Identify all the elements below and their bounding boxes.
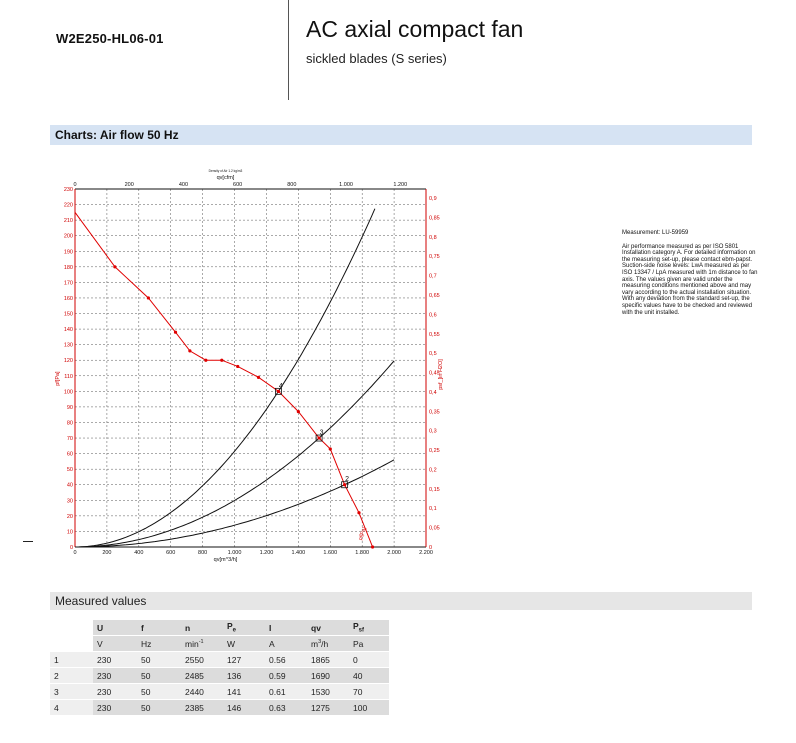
table-units-row [50,636,389,652]
y2-tick-label: 0,7 [429,273,437,280]
x-tick-label: 1.800 [355,550,370,556]
x-tick-label: 400 [134,550,144,556]
x-tick-label: 600 [166,550,176,556]
fan-curve-marker [236,365,239,368]
column-header: f [137,620,181,636]
operating-point-label: 4 [278,382,283,390]
y-tick-label: 110 [64,373,73,380]
fan-curve-marker [188,349,191,352]
table-row [50,684,389,700]
measured-values-table [50,620,389,716]
top-x-tick-label: 600 [233,182,243,188]
table-cell: 1275 [307,700,349,716]
table-cell: 50 [137,668,181,684]
header-divider [288,0,289,100]
y-axis-label: pf[Pa] [55,371,61,386]
fan-curve-marker [257,376,260,379]
y-tick-label: 120 [63,358,73,365]
measurement-notes [622,230,758,323]
y-tick-label: 80 [66,420,73,427]
y-tick-label: 140 [63,327,73,334]
y-tick-label: 180 [63,264,73,271]
y-tick-label: 100 [63,389,73,396]
column-header: I [265,620,307,636]
y2-tick-label: 0,45 [429,370,440,377]
fan-curve-marker [220,359,223,362]
table-cell: 50 [137,684,181,700]
top-x-tick-label: 0 [73,182,77,188]
x-axis-label: qv[m^3/h] [213,557,238,563]
y-tick-label: 20 [66,513,73,520]
y-tick-label: 130 [63,342,73,349]
table-cell: 141 [223,684,265,700]
operating-point-label: 2 [345,476,350,484]
table-cell: 230 [93,668,137,684]
top-x-axis-label: qv[cfm] [216,175,235,181]
table-cell: 230 [93,700,137,716]
fan-curve-marker [343,483,346,486]
y2-tick-label: 0,9 [429,196,437,203]
fan-curve-marker [174,331,177,334]
y-tick-label: 90 [66,404,73,411]
column-header: U [93,620,137,636]
fan-curve-marker [204,359,207,362]
table-row [50,700,389,716]
table-cell: 100 [349,700,389,716]
unit-cell: W [223,636,265,652]
y-tick-label: 220 [63,202,73,209]
table-cell: 2 [50,668,93,684]
x-tick-label: 2.200 [419,550,433,556]
system-curve [75,209,375,547]
table-cell: 230 [93,684,137,700]
table-cell: 2485 [181,668,223,684]
y2-tick-label: 0,6 [429,312,437,319]
top-x-tick-label: 800 [287,182,297,188]
table-cell: 0.56 [265,652,307,668]
table-cell: 50 [137,652,181,668]
table-cell: 0 [349,652,389,668]
unit-cell: Pa [349,636,389,652]
y-tick-label: 230 [63,187,73,193]
y-tick-label: 70 [66,436,73,443]
fan-curve-label: pf[Pa] [357,526,368,542]
y-tick-label: 30 [66,498,73,505]
fan-curve-marker [277,390,280,393]
table-header-row [50,620,389,636]
air-flow-chart [28,158,448,568]
measurement-id: Measurement: LU-59959 [622,230,689,236]
column-header: $P_{sf}$ [349,620,389,636]
y-tick-label: 50 [66,467,73,474]
y2-tick-label: 0,05 [429,525,440,532]
y2-tick-label: 0,55 [429,331,440,338]
y-tick-label: 0 [69,545,73,551]
fan-curve-marker [297,410,300,413]
x-tick-label: 2.000 [387,550,401,556]
measurement-description: Air performance measured as per ISO 5801 Installation category A. For detailed information on the measuring set-up, please contact ebm-papst. Suction-side noise levels: LwA measured as per ISO 13347 / LpA measured with 1m distance to fan axis. The values given are valid under the measuring conditions mentioned above and may vary according to the actual installation situation. With any deviation from the standard set-up, the specific values have to be checked and reviewed with the unit installed. [622,243,758,316]
y2-tick-label: 0,85 [429,215,440,222]
model-number: W2E250-HL06-01 [56,31,164,46]
table-row [50,668,389,684]
y-tick-label: 40 [66,482,73,489]
x-tick-label: 1.600 [323,550,338,556]
table-cell: 1530 [307,684,349,700]
column-header: n [181,620,223,636]
top-x-tick-label: 400 [178,182,189,188]
x-tick-label: 0 [73,550,77,556]
y-tick-label: 60 [66,451,73,458]
density-note: Density of Air 1.2 kg/m3 [208,169,243,173]
y2-tick-label: 0,35 [429,409,440,416]
table-cell: 3 [50,684,93,700]
y-tick-label: 200 [63,233,73,240]
x-tick-label: 1.400 [291,550,306,556]
fan-curve-marker [357,511,360,514]
column-header: qv [307,620,349,636]
charts-section-header [50,125,752,145]
table-cell: 4 [50,700,93,716]
fan-curve-marker [329,447,332,450]
y-tick-label: 190 [63,249,73,256]
operating-point-label: 3 [319,429,324,437]
table-cell: 2550 [181,652,223,668]
y2-tick-label: 0,2 [429,467,437,474]
unit-cell: V [93,636,137,652]
top-x-tick-label: 1.000 [339,182,353,188]
table-cell: 230 [93,652,137,668]
y2-tick-label: 0,4 [429,389,437,396]
y2-tick-label: 0,65 [429,292,440,299]
y-tick-label: 170 [63,280,73,287]
measured-values-header [50,592,752,610]
fan-curve-marker [318,436,321,439]
y-tick-label: 150 [63,311,73,318]
page-title: AC axial compact fan [306,16,524,42]
x-tick-label: 200 [102,550,112,556]
charts-section-title: Charts: Air flow 50 Hz [55,128,179,142]
unit-cell: $m^3/h$ [307,636,349,652]
fan-curve-marker [113,265,116,268]
fan-curve-marker [147,296,150,299]
column-header: $P_e$ [223,620,265,636]
x-tick-label: 1.000 [227,550,242,556]
unit-cell: A [265,636,307,652]
table-cell: 1690 [307,668,349,684]
margin-mark [23,541,33,542]
top-x-tick-label: 1.200 [393,182,408,188]
table-cell: 2440 [181,684,223,700]
y-tick-label: 160 [63,295,73,302]
y2-tick-label: 0,8 [429,234,437,241]
page-subtitle: sickled blades (S series) [306,51,447,66]
x-tick-label: 1.200 [259,550,274,556]
table-cell: 70 [349,684,389,700]
y2-axis-label: psf_[in H2O] [438,359,444,390]
table-cell: 1865 [307,652,349,668]
y2-tick-label: 0,3 [429,428,437,435]
top-x-tick-label: 200 [124,182,134,188]
measured-values-title: Measured values [55,594,147,608]
y-tick-label: 210 [63,218,73,225]
y2-tick-label: 0 [429,545,433,551]
table-cell: 40 [349,668,389,684]
fan-curve [75,212,373,547]
x-tick-label: 800 [198,550,208,556]
table-cell: 2385 [181,700,223,716]
table-cell: 0.61 [265,684,307,700]
y2-tick-label: 0,5 [429,351,437,358]
table-cell: 146 [223,700,265,716]
table-cell: 0.63 [265,700,307,716]
table-cell: 127 [223,652,265,668]
fan-curve-marker [371,545,374,548]
unit-cell: $\min^{-1}$ [181,636,223,652]
y2-tick-label: 0,15 [429,486,440,493]
table-row [50,652,389,668]
y2-tick-label: 0,1 [429,506,437,513]
table-cell: 136 [223,668,265,684]
column-header [50,620,93,636]
y2-tick-label: 0,25 [429,448,440,455]
y2-tick-label: 0,75 [429,254,440,261]
unit-cell [50,636,93,652]
y-tick-label: 10 [66,529,73,536]
unit-cell: Hz [137,636,181,652]
table-cell: 0.59 [265,668,307,684]
table-cell: 1 [50,652,93,668]
table-cell: 50 [137,700,181,716]
